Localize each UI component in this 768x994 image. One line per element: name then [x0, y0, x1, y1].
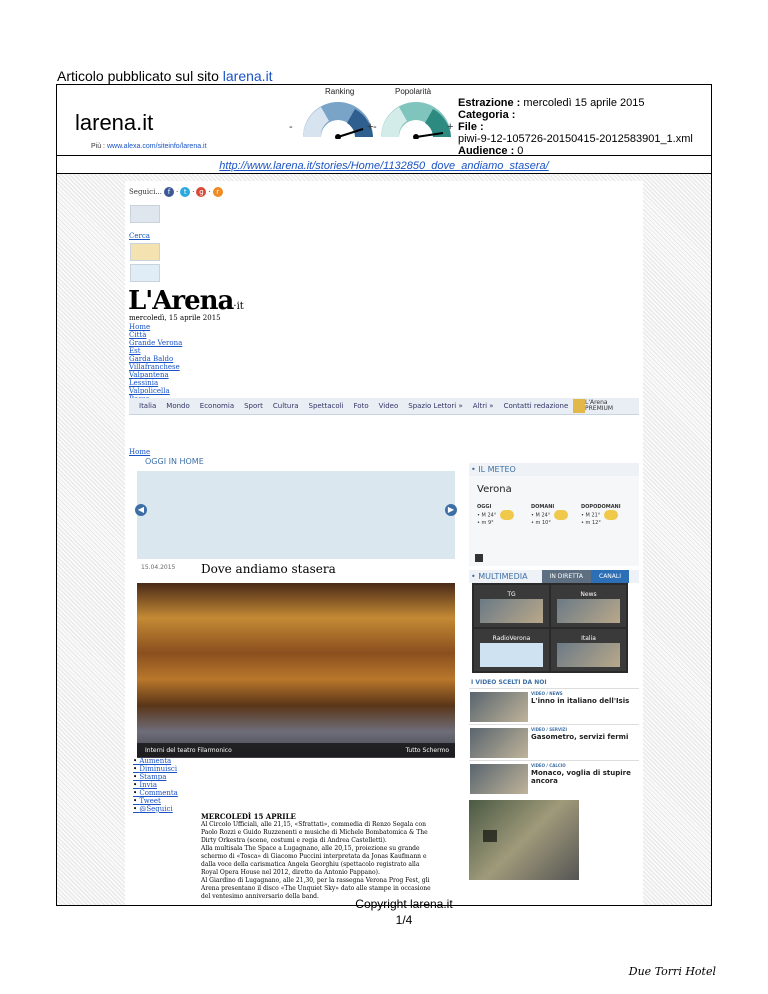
- popolarita-label: Popolarità: [395, 87, 432, 96]
- article-line: Al Giardino di Lugagnano, alle 21,30, per la rassegna Verona Prog Fest, gli: [201, 877, 430, 884]
- video-category: VIDEO / SERVIZI: [531, 727, 567, 732]
- logo-text: L'Arena: [128, 286, 234, 316]
- forecast-day: DOPODOMANI: [581, 504, 621, 510]
- estrazione-value: mercoledì 15 aprile 2015: [523, 97, 645, 109]
- sun-cloud-icon: [554, 510, 568, 520]
- channel-name: Italia: [581, 635, 596, 642]
- banner-thumb[interactable]: [130, 243, 160, 261]
- forecast-max: • M 24°: [531, 512, 551, 519]
- oggi-in-home-title: OGGI IN HOME: [145, 457, 204, 466]
- page-date: mercoledì, 15 aprile 2015: [129, 314, 221, 322]
- sun-cloud-icon: [604, 510, 618, 520]
- forecast-today: [477, 504, 514, 526]
- ranking-plus: +: [367, 121, 374, 133]
- cerca-link[interactable]: Cerca: [129, 232, 150, 240]
- nav-citta[interactable]: Città: [129, 331, 147, 339]
- brand-name: larena.it: [75, 110, 154, 135]
- categoria-label: Categoria :: [458, 109, 516, 121]
- article-line: schermo di «Tosca» di Giacomo Puccini interpretata da Jonas Kaufmann e: [201, 853, 427, 860]
- page-number: 1/4: [395, 913, 413, 927]
- article-body: [201, 813, 457, 901]
- theatre-photo[interactable]: [137, 583, 455, 758]
- home-slider: [137, 471, 455, 559]
- meteo-more-icon[interactable]: [475, 554, 483, 562]
- multimedia-title: • MULTIMEDIA: [471, 572, 528, 581]
- forecast-day: DOMANI: [531, 504, 555, 510]
- file-label: File :: [458, 121, 484, 133]
- nav-lessinia[interactable]: Lessinia: [129, 379, 159, 387]
- nav-garda-baldo[interactable]: Garda Baldo: [129, 355, 174, 363]
- alexa-line: [91, 143, 207, 150]
- article-date: 15.04.2015: [141, 564, 176, 571]
- video-category: VIDEO / CALCIO: [531, 763, 566, 768]
- popolarita-gauge: [375, 97, 457, 139]
- section-nav: [129, 323, 182, 403]
- forecast-min: • m 12°: [581, 520, 601, 526]
- headline-prefix: Articolo pubblicato sul sito: [57, 68, 223, 84]
- verona-weather-thumb[interactable]: [130, 205, 160, 223]
- copyright-block: [0, 896, 768, 928]
- article-title: Dove andiamo stasera: [201, 562, 336, 576]
- forecast-tomorrow: [531, 504, 568, 526]
- footer-client: Due Torri Hotel: [628, 965, 716, 978]
- tool-invia[interactable]: • Invia: [133, 781, 178, 789]
- photo-caption: Interni del teatro Filarmonico: [145, 747, 232, 754]
- article-tools: [133, 757, 178, 813]
- article-page: [125, 181, 643, 905]
- menu-altri[interactable]: Altri »: [472, 402, 494, 410]
- twitter-icon[interactable]: t: [180, 187, 190, 197]
- clipping-frame: [56, 84, 712, 906]
- menu-mondo[interactable]: Mondo: [166, 402, 190, 410]
- slider-prev-icon[interactable]: ◀: [135, 504, 147, 516]
- article-line: Paolo Rozzi e Guido Ruzzenenti e musiche di Michele Bombatomica & The: [201, 829, 428, 836]
- channel-name: News: [580, 591, 597, 598]
- video-thumbnail: [470, 764, 528, 794]
- channel-name: RadioVerona: [492, 635, 531, 642]
- play-icon[interactable]: [483, 830, 497, 842]
- video-title: Gasometro, servizi fermi: [531, 733, 629, 741]
- photo-caption-bar: [137, 743, 455, 757]
- url-row: [57, 156, 711, 174]
- right-sidebar: [469, 463, 639, 880]
- menu-foto[interactable]: Foto: [353, 402, 369, 410]
- radio-verona-thumb[interactable]: [130, 264, 160, 282]
- channel-grid: [472, 583, 628, 673]
- forecast-day: OGGI: [477, 504, 492, 510]
- channel-tile[interactable]: [551, 629, 626, 671]
- file-value: piwi-9-12-105726-20150415-2012583901_1.xml: [458, 133, 693, 145]
- meteo-title: • IL METEO: [469, 463, 639, 476]
- alexa-prefix: Più :: [91, 143, 107, 150]
- breadcrumb-home[interactable]: Home: [129, 448, 151, 456]
- video-thumbnail: [470, 728, 528, 758]
- alexa-link[interactable]: www.alexa.com/siteinfo/larena.it: [106, 143, 207, 150]
- tool-seguici[interactable]: • @Seguici: [133, 805, 178, 813]
- forecast-max: • M 21°: [581, 512, 601, 519]
- article-line: Dirty Orkestra (scene, costumi e regia di Andrea Castelletti).: [201, 837, 387, 844]
- premium-icon[interactable]: [573, 399, 585, 413]
- video-title: Monaco, voglia di stupire ancora: [531, 769, 631, 785]
- channel-tile[interactable]: [474, 585, 549, 627]
- nav-valpolicella[interactable]: Valpolicella: [129, 387, 170, 395]
- popolarita-minus: -: [373, 121, 377, 133]
- menu-economia[interactable]: Economia: [199, 402, 235, 410]
- sun-cloud-icon: [500, 510, 514, 520]
- article-heading: MERCOLEDÌ 15 APRILE: [201, 812, 296, 821]
- nav-valpantena[interactable]: Valpantena: [129, 371, 169, 379]
- article-line: Al Circolo Ufficiali, alle 21,15, «Sfrattati», commedia di Renzo Segala con: [201, 821, 426, 828]
- menu-spettacoli[interactable]: Spettacoli: [308, 402, 344, 410]
- tool-aumenta[interactable]: • Aumenta: [133, 757, 178, 765]
- menu-cultura[interactable]: Cultura: [272, 402, 299, 410]
- rss-icon[interactable]: r: [213, 187, 223, 197]
- tool-stampa[interactable]: • Stampa: [133, 773, 178, 781]
- multimedia-header: [469, 570, 639, 583]
- premium-label[interactable]: L'Arena PREMIUM: [585, 399, 614, 412]
- channel-tile[interactable]: [551, 585, 626, 627]
- channel-thumbnail: [480, 599, 543, 623]
- estrazione-label: Estrazione :: [458, 97, 521, 109]
- copyright-text: Copyright larena.it: [355, 897, 453, 911]
- menu-video[interactable]: Video: [378, 402, 399, 410]
- video-title: L'inno in italiano dell'Isis: [531, 697, 630, 705]
- channel-tile[interactable]: [474, 629, 549, 671]
- nav-home[interactable]: Home: [129, 323, 151, 331]
- slider-next-icon[interactable]: ▶: [445, 504, 457, 516]
- video-item[interactable]: [469, 760, 639, 796]
- article-line: dalla voce della carismatica Angela Georghiu (spettacolo registrato alla: [201, 861, 420, 868]
- main-menu-bar: [129, 398, 639, 415]
- larena-logo[interactable]: [128, 286, 244, 316]
- ranking-label: Ranking: [325, 87, 355, 96]
- tool-tweet[interactable]: • Tweet: [133, 797, 178, 805]
- audience-value: 0: [517, 145, 524, 157]
- meteo-box: [469, 476, 639, 566]
- menu-italia[interactable]: Italia: [139, 402, 157, 410]
- video-thumbnail: [470, 692, 528, 722]
- headline: [57, 68, 273, 84]
- meteo-city: Verona: [477, 484, 512, 495]
- channel-thumbnail: [480, 643, 543, 667]
- google-plus-icon[interactable]: g: [196, 187, 206, 197]
- article-line: Arena presentano il disco «The Unquiet Sky» dato alle stampe in occasione: [201, 885, 431, 892]
- channel-thumbnail: [557, 599, 620, 623]
- tab-in-diretta[interactable]: IN DIRETTA: [542, 570, 591, 583]
- video-category: VIDEO / NEWS: [531, 691, 563, 696]
- video-item[interactable]: [469, 724, 639, 760]
- article-line: Royal Opera House nel 2012, diretto da Antonio Pappano).: [201, 869, 380, 876]
- nav-grande-verona[interactable]: Grande Verona: [129, 339, 183, 347]
- forecast-min: • m 9°: [477, 520, 494, 526]
- article-line: Alla multisala The Space a Lugagnano, alle 20,15, proiezione su grande: [201, 845, 420, 852]
- tool-diminuisci[interactable]: • Diminuisci: [133, 765, 178, 773]
- social-bar: Seguici... f · t · g · r: [129, 187, 223, 197]
- ranking-minus: -: [289, 121, 293, 133]
- source-row: [57, 85, 711, 156]
- menu-contatti[interactable]: Contatti redazione: [503, 402, 569, 410]
- tab-canali[interactable]: CANALI: [591, 570, 629, 583]
- page-screenshot-area: [57, 174, 711, 905]
- channel-thumbnail: [557, 643, 620, 667]
- forecast-after-tomorrow: [581, 504, 621, 526]
- article-line: del ventesimo anniversario della band.: [201, 893, 319, 900]
- menu-spazio-lettori[interactable]: Spazio Lettori »: [408, 402, 463, 410]
- segui-label: Seguici...: [129, 188, 163, 196]
- channel-name: TG: [507, 591, 516, 598]
- nav-est[interactable]: Est: [129, 347, 141, 355]
- video-item[interactable]: [469, 688, 639, 724]
- metadata-block: [458, 97, 693, 157]
- menu-sport[interactable]: Sport: [244, 402, 263, 410]
- popolarita-plus: +: [447, 121, 454, 133]
- featured-video[interactable]: [469, 800, 579, 880]
- audience-label: Audience :: [458, 145, 515, 157]
- tool-commenta[interactable]: • Commenta: [133, 789, 178, 797]
- headline-site-link[interactable]: larena.it: [222, 68, 273, 84]
- article-url-link[interactable]: http://www.larena.it/stories/Home/1132850_dove_andiamo_stasera/: [219, 160, 549, 172]
- nav-villafranchese[interactable]: Villafranchese: [129, 363, 180, 371]
- forecast-min: • m 10°: [531, 520, 551, 526]
- fullscreen-button[interactable]: Tutto Schermo: [405, 747, 449, 754]
- logo-suffix: ·it: [233, 301, 244, 312]
- forecast-max: • M 24°: [477, 512, 497, 519]
- videos-title: I VIDEO SCELTI DA NOI: [471, 679, 547, 686]
- facebook-icon[interactable]: f: [164, 187, 174, 197]
- multimedia-tabs: [542, 570, 629, 583]
